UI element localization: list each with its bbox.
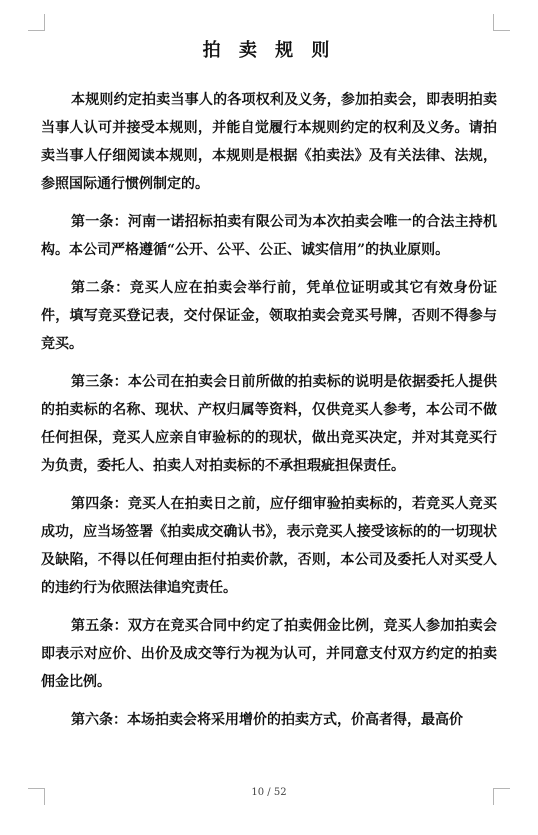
intro-paragraph: 本规则约定拍卖当事人的各项权利及义务，参加拍卖会，即表明拍卖当事人认可并接受本规则，并能自觉履行本规则约定的权利及义务。请拍卖当事人仔细阅读本规则，本规则是根据《拍卖法》及有关法律、法规，参照国际通行惯例制定的。 [41,92,497,192]
article-4-paragraph: 第四条：竞买人在拍卖日之前，应仔细审验拍卖标的，若竞买人竞买成功，应当场签署《拍卖成交确认书》，表示竞买人接受该标的的一切现状及缺陷，不得以任何理由拒付拍卖价款，否则，本公司及委托人对买受人的违约行为依照法律追究责任。 [41,496,497,596]
crop-mark-top-right [493,14,510,31]
article-6-paragraph: 第六条：本场拍卖会将采用增价的拍卖方式，价高者得，最高价 [71,712,463,728]
article-5-paragraph: 第五条：双方在竞买合同中约定了拍卖佣金比例，竞买人参加拍卖会即表示对应价、出价及成交等行为视为认可，并同意支付双方约定的拍卖佣金比例。 [41,618,497,690]
article-3-paragraph: 第三条：本公司在拍卖会日前所做的拍卖标的说明是依据委托人提供的拍卖标的名称、现状、产权归属等资料，仅供竞买人参考，本公司不做任何担保，竞买人应亲自审验标的的现状，做出竞买决定，并对其竞买行为负责，委托人、拍卖人对拍卖标的不承担瑕疵担保责任。 [41,374,497,474]
page-number: 10 / 52 [251,787,287,798]
document-title: 拍 卖 规 则 [202,40,336,61]
document-body [41,86,497,744]
article-1-paragraph: 第一条：河南一诺招标拍卖有限公司为本次拍卖会唯一的合法主持机构。本公司严格遵循“公开、公平、公正、诚实信用”的执业原则。 [41,214,497,258]
article-2-paragraph: 第二条：竞买人应在拍卖会举行前，凭单位证明或其它有效身份证件，填写竞买登记表，交付保证金，领取拍卖会竞买号牌，否则不得参与竞买。 [41,280,497,352]
crop-mark-top-left [28,14,45,31]
